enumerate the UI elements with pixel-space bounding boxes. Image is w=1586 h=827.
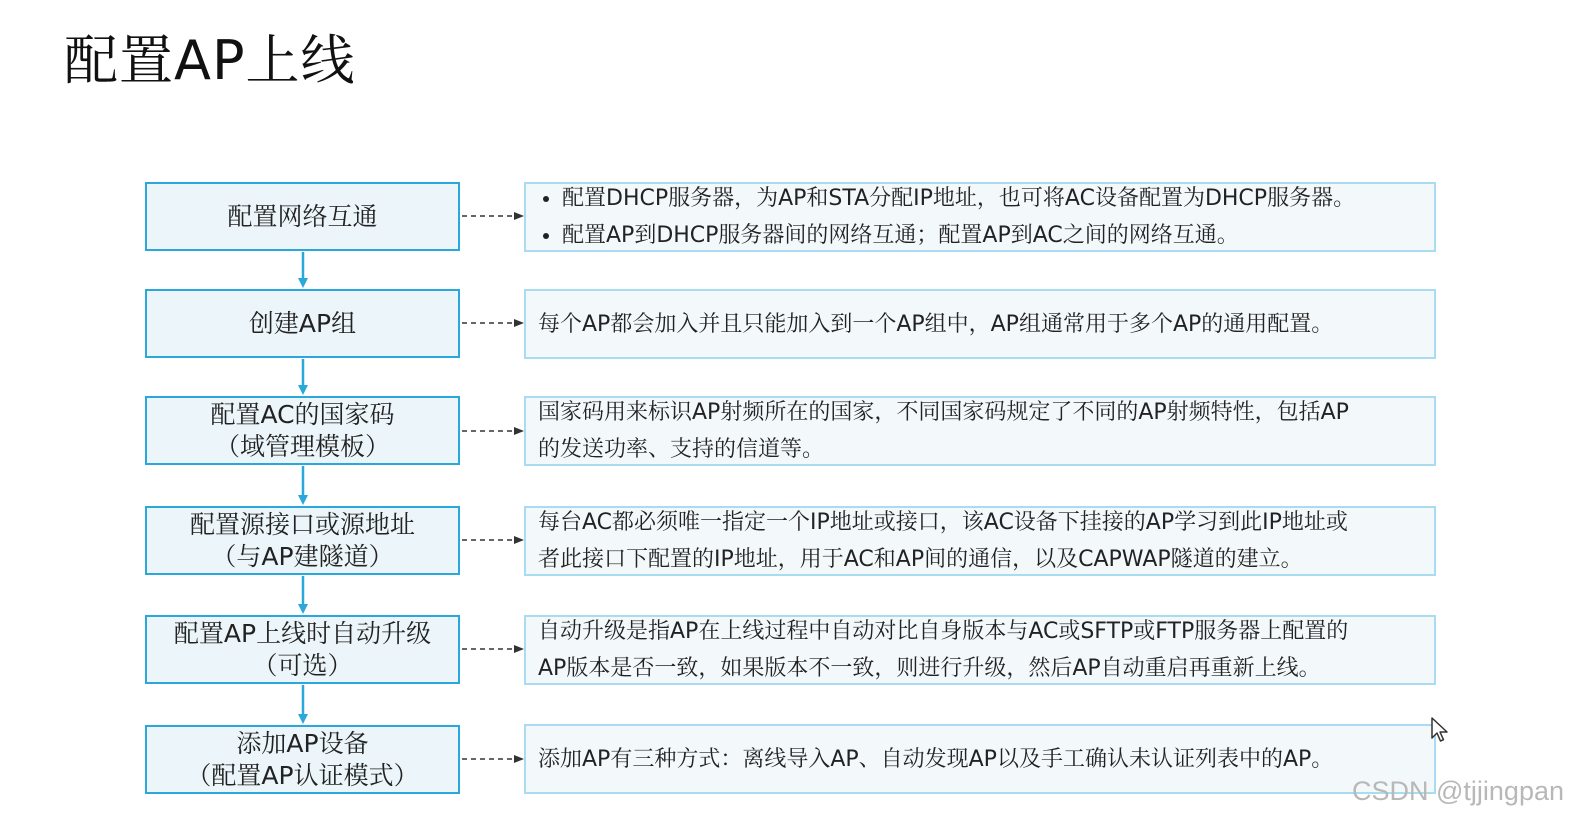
description-text: 每个AP都会加入并且只能加入到一个AP组中，AP组通常用于多个AP的通用配置。 xyxy=(538,311,1334,337)
description-text: 自动升级是指AP在上线过程中自动对比自身版本与AC或SFTP或FTP服务器上配置的 xyxy=(538,619,1349,644)
step-sublabel: （配置AP认证模式） xyxy=(186,760,419,790)
step-description-source-interface xyxy=(524,506,1436,576)
description-text: 国家码用来标识AP射频所在的国家，不同国家码规定了不同的AP射频特性，包括AP xyxy=(538,400,1349,425)
description-text: 添加AP有三种方式：离线导入AP、自动发现AP以及手工确认未认证列表中的AP。 xyxy=(538,746,1334,772)
step-sublabel: （可选） xyxy=(252,650,353,680)
step-description-auto-upgrade xyxy=(524,615,1436,685)
description-list xyxy=(538,180,1422,254)
description-text: 者此接口下配置的IP地址，用于AC和AP间的通信，以及CAPWAP隧道的建立。 xyxy=(538,547,1303,572)
step-label: 添加AP设备 xyxy=(236,728,369,758)
description-text: 的发送功率、支持的信道等。 xyxy=(538,437,825,462)
step-description-country-code xyxy=(524,396,1436,466)
page-title: 配置AP上线 xyxy=(64,29,356,92)
step-label: 创建AP组 xyxy=(248,308,357,338)
description-bullet: • 配置DHCP服务器，为AP和STA分配IP地址，也可将AC设备配置为DHCP服务器。 xyxy=(562,180,1422,217)
step-description-network xyxy=(524,182,1436,252)
step-label: 配置网络互通 xyxy=(227,201,378,231)
watermark: CSDN @tjjingpan xyxy=(1352,776,1564,806)
step-box-ap-group xyxy=(145,289,460,358)
description-text: 每台AC都必须唯一指定一个IP地址或接口，该AC设备下挂接的AP学习到此IP地址或 xyxy=(538,510,1348,535)
step-sublabel: （域管理模板） xyxy=(214,431,390,461)
step-description-add-ap xyxy=(524,724,1436,794)
step-box-country-code xyxy=(145,396,460,465)
step-box-source-interface xyxy=(145,506,460,575)
description-bullet: • 配置AP到DHCP服务器间的网络互通；配置AP到AC之间的网络互通。 xyxy=(562,217,1422,254)
step-box-auto-upgrade xyxy=(145,615,460,684)
step-label: 配置源接口或源地址 xyxy=(189,509,415,539)
step-label: 配置AC的国家码 xyxy=(210,399,395,429)
mouse-pointer-icon xyxy=(1430,716,1450,744)
step-box-add-ap xyxy=(145,725,460,794)
step-sublabel: （与AP建隧道） xyxy=(211,541,394,571)
step-description-ap-group xyxy=(524,289,1436,359)
description-text: AP版本是否一致，如果版本不一致，则进行升级，然后AP自动重启再重新上线。 xyxy=(538,656,1321,681)
step-label: 配置AP上线时自动升级 xyxy=(173,618,432,648)
step-box-network xyxy=(145,182,460,251)
